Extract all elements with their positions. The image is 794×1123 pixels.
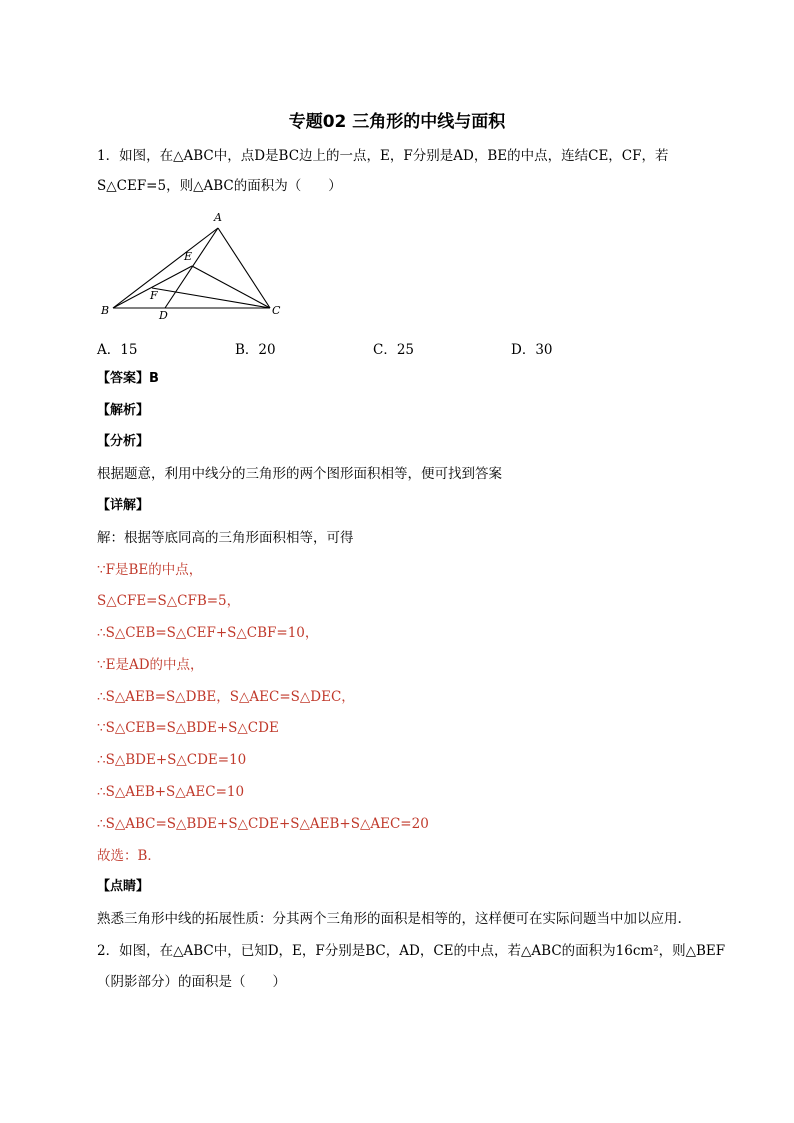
- step-11: 故选：B．: [97, 848, 161, 864]
- step-8: ∴S△BDE+S△CDE=10: [97, 752, 247, 768]
- step-6: ∴S△AEB=S△DBE，S△AEC=S△DEC，: [97, 689, 355, 705]
- step-5: ∵E是AD的中点，: [97, 657, 204, 673]
- q2-stem-line2: （阴影部分）的面积是（ ）: [97, 974, 286, 990]
- choice-d: D．30: [511, 342, 553, 358]
- label-F: F: [150, 289, 158, 302]
- choice-b: B．20: [235, 342, 276, 358]
- step-1: 解：根据等底同高的三角形面积相等，可得: [97, 530, 354, 546]
- xiangjie-heading: 【详解】: [97, 498, 150, 513]
- q1-stem-line2: S△CEF=5，则△ABC的面积为（ ）: [97, 178, 342, 194]
- fenxi-heading: 【分析】: [97, 434, 150, 449]
- dianjing-heading: 【点睛】: [97, 879, 150, 894]
- dianjing-text: 熟悉三角形中线的拓展性质：分其两个三角形的面积是相等的，这样便可在实际问题当中加以应用.: [97, 911, 682, 927]
- step-3: S△CFE=S△CFB=5，: [97, 593, 241, 609]
- choice-a: A．15: [97, 342, 138, 358]
- step-2: ∵F是BE的中点，: [97, 562, 203, 578]
- step-7: ∵S△CEB=S△BDE+S△CDE: [97, 720, 279, 736]
- fenxi-text: 根据题意，利用中线分的三角形的两个图形面积相等，便可找到答案: [97, 466, 502, 482]
- label-D: D: [159, 309, 168, 322]
- step-9: ∴S△AEB+S△AEC=10: [97, 784, 245, 800]
- q1-triangle-figure: [95, 205, 295, 325]
- label-B: B: [101, 304, 110, 317]
- answer-line: 【答案】B: [97, 371, 159, 386]
- label-A: A: [214, 211, 222, 224]
- step-10: ∴S△ABC=S△BDE+S△CDE+S△AEB+S△AEC=20: [97, 816, 429, 832]
- label-E: E: [184, 250, 193, 263]
- page-title: 专题02 三角形的中线与面积: [288, 112, 506, 132]
- step-4: ∴S△CEB=S△CEF+S△CBF=10，: [97, 625, 319, 641]
- q2-stem-line1: 2．如图，在△ABC中，已知D，E，F分别是BC，AD，CE的中点，若△ABC的面积为16cm²，则△BEF: [97, 943, 726, 959]
- jiexi-heading: 【解析】: [97, 403, 150, 418]
- label-C: C: [272, 304, 281, 317]
- choice-c: C．25: [373, 342, 415, 358]
- q1-stem-line1: 1．如图，在△ABC中，点D是BC边上的一点，E，F分别是AD，BE的中点，连结CE，CF，若: [97, 148, 669, 164]
